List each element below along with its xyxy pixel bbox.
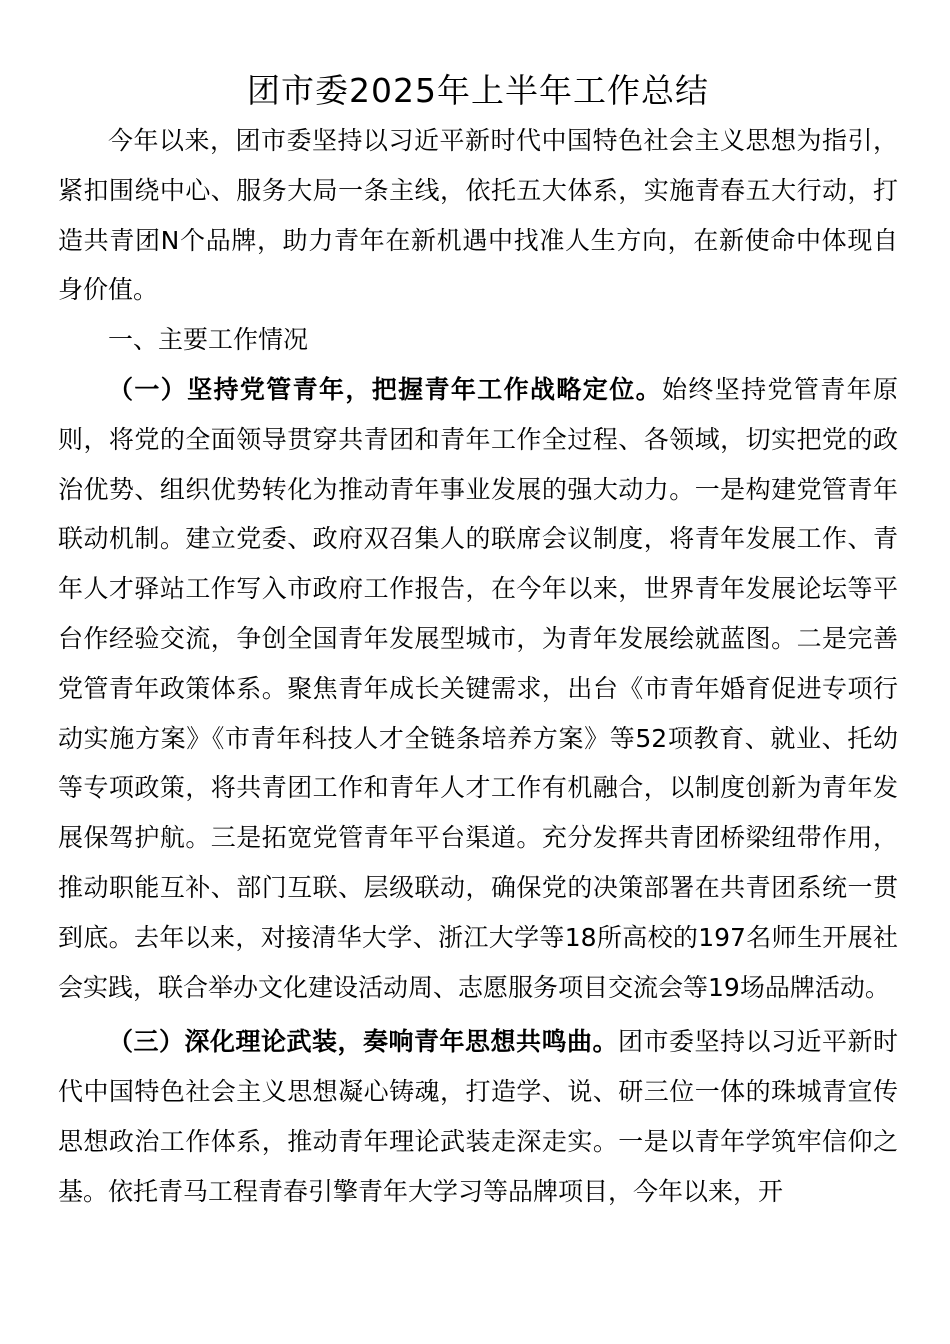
item-1-body: 始终坚持党管青年原则，将党的全面领导贯穿共青团和青年工作全过程、各领域，切实把党的政治优势、组织优势转化为推动青年事业发展的强大动力。一是构建党管青年联动机制。建立党委、政府双召集人的联席会议制度，将青年发展工作、青年人才驿站工作写入市政府工作报告，在今年以来，世界青年发展论坛等平台作经验交流，争创全国青年发展型城市，为青年发展绘就蓝图。二是完善党管青年政策体系。聚焦青年成长关键需求，出台《市青年婚育促进专项行动实施方案》《市青年科技人才全链条培养方案》等52项教育、就业、托幼等专项政策，将共青团工作和青年人才工作有机融合，以制度创新为青年发展保驾护航。三是拓宽党管青年平台渠道。充分发挥共青团桥梁纽带作用，推动职能互补、部门互联、层级联动，确保党的决策部署在共青团系统一贯到底。去年以来，对接清华大学、浙江大学等18所高校的197名师生开展社会实践，联合举办文化建设活动周、志愿服务项目交流会等19场品牌活动。	[58, 374, 898, 1002]
section-heading-main-work: 一、主要工作情况	[108, 325, 309, 355]
intro-paragraph: 今年以来，团市委坚持以习近平新时代中国特色社会主义思想为指引，紧扣围绕中心、服务大局一条主线，依托五大体系，实施青春五大行动，打造共青团N个品牌，助力青年在新机遇中找准人生方向，在新使命中体现自身价值。	[58, 126, 898, 305]
item-3-paragraph	[58, 1017, 898, 1216]
item-1-lead: （一）坚持党管青年，把握青年工作战略定位。	[108, 374, 662, 404]
document-page	[58, 66, 898, 1217]
document-title: 团市委2025年上半年工作总结	[247, 71, 709, 110]
item-1-paragraph	[58, 365, 898, 1012]
item-3-body: 团市委坚持以习近平新时代中国特色社会主义思想凝心铸魂，打造学、说、研三位一体的珠城青宣传思想政治工作体系，推动青年理论武装走深走实。一是以青年学筑牢信仰之基。依托青马工程青春引擎青年大学习等品牌项目，今年以来，开	[58, 1027, 898, 1206]
item-3-lead: （三）深化理论武装，奏响青年思想共鸣曲。	[108, 1027, 618, 1057]
